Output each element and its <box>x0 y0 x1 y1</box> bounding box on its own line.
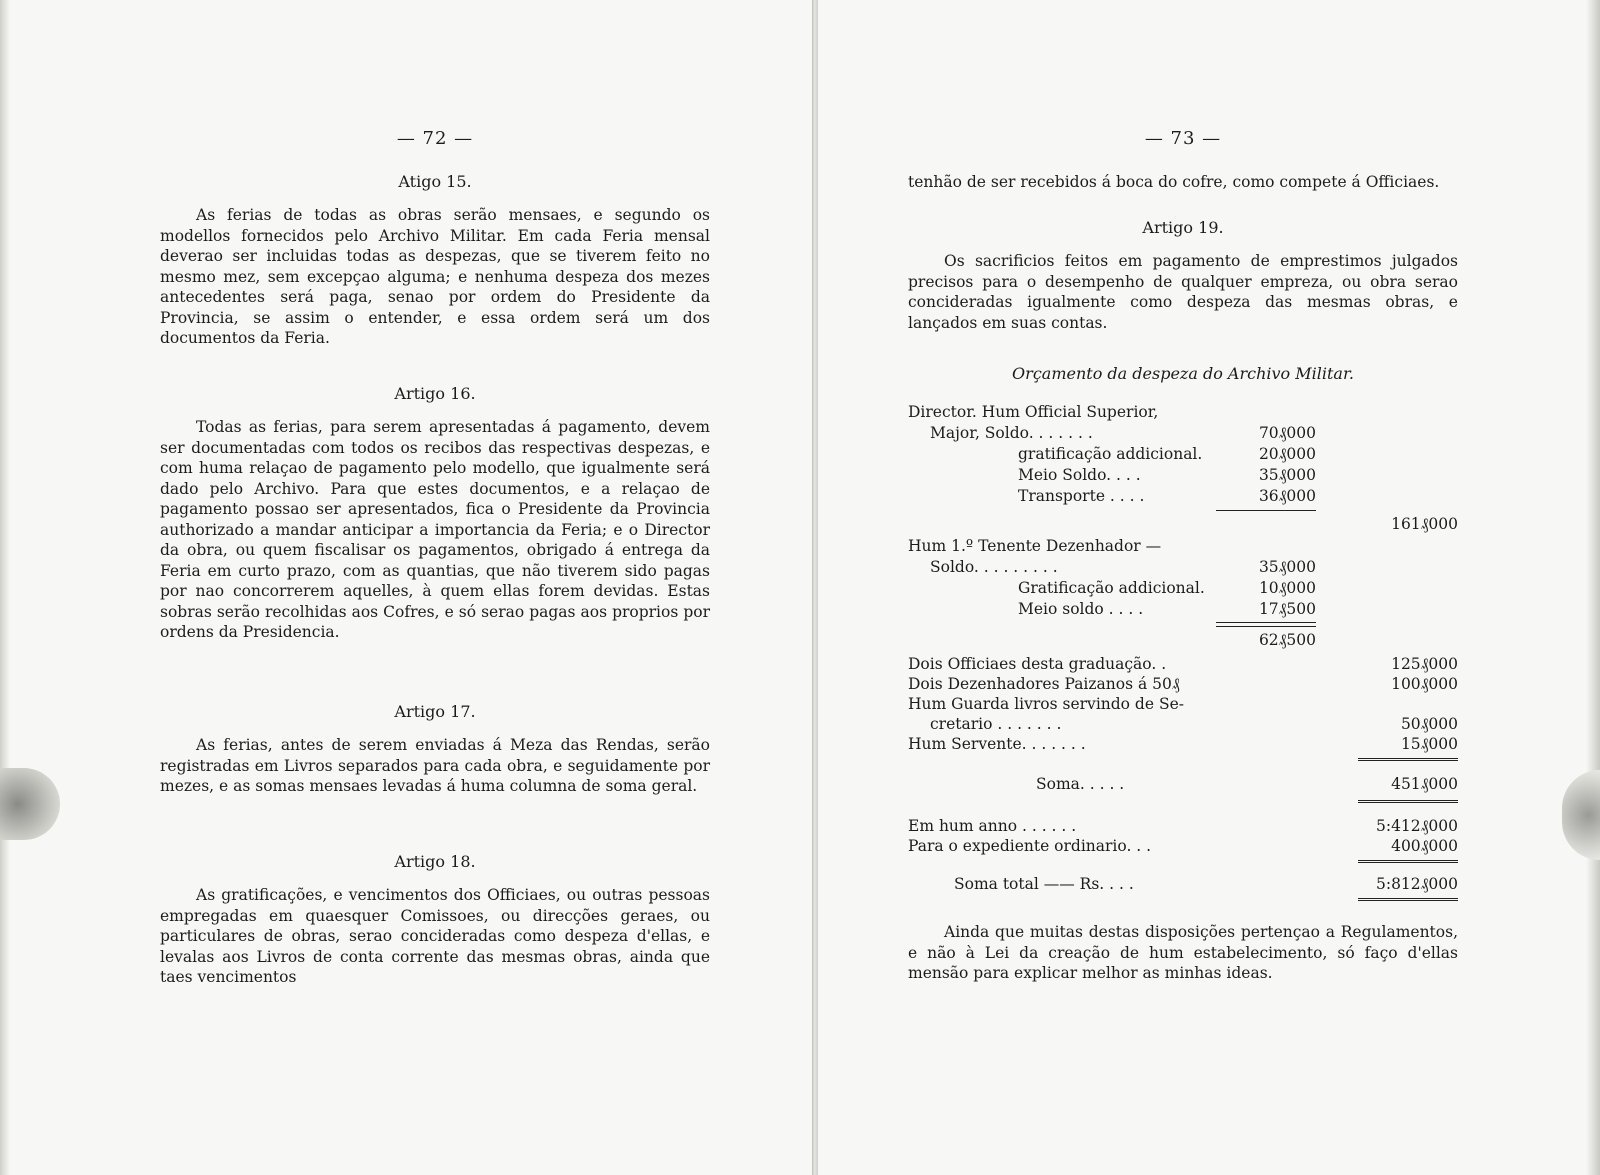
budget-row <box>908 874 1458 894</box>
budget-value: 400₰000 <box>1391 837 1458 855</box>
budget-row <box>908 694 1458 714</box>
budget-row <box>908 654 1458 674</box>
budget-label: Para o expediente ordinario. . . <box>908 837 1152 855</box>
budget-total: 451₰000 <box>1391 775 1458 793</box>
budget-row <box>908 630 1458 650</box>
budget-value: 35₰000 <box>1258 558 1316 576</box>
budget-label: gratificação addicional. <box>1018 445 1203 463</box>
budget-value: 20₰000 <box>1258 445 1316 463</box>
budget-value: 70₰000 <box>1258 424 1316 442</box>
closing-paragraph <box>908 922 1458 984</box>
article-text: As gratificações, e vencimentos dos Officiaes, ou outras pessoas empregadas em quaesquer Comissoes, ou direcções geraes, ou particulares de obras, serao concideradas como despeza d'ellas, e levalas aos Livros de conta corrente das mesmas obras, ainda que taes vencimentos <box>160 886 710 986</box>
budget-label: Major, Soldo. . . . . . . <box>930 424 1093 442</box>
budget-row <box>908 465 1458 485</box>
budget-title-wrap <box>908 364 1458 383</box>
budget-label: Hum 1.º Tenente Dezenhador — <box>908 537 1162 555</box>
budget-value: 36₰000 <box>1258 487 1316 505</box>
budget-value: 10₰000 <box>1258 579 1316 597</box>
total-rule <box>1358 800 1458 803</box>
budget-label: Hum Guarda livros servindo de Se- <box>908 695 1184 713</box>
total-rule <box>1358 758 1458 761</box>
budget-label: cretario . . . . . . . <box>930 715 1062 733</box>
budget-subtotal: 62₰500 <box>1258 631 1316 649</box>
article-title: Artigo 19. <box>1142 218 1224 237</box>
budget-label: Hum Servente. . . . . . . <box>908 735 1086 753</box>
page-number: — 72 — <box>396 128 474 149</box>
budget-label: Transporte . . . . <box>1018 487 1145 505</box>
budget-value: 35₰000 <box>1258 466 1316 484</box>
article-text: Todas as ferias, para serem apresentadas á pagamento, devem ser documentadas com todos os recibos das respectivas despezas, e com huma relaçao de pagamento pelo modello, que igualmente será dado pelo Archivo. Para que estes documentos, e a relaçao de pagamento possao ser apresentados, fica o Presidente da Provincia authorizado a mandar anticipar a importancia da Feria; e o Director da obra, ou quem fiscalisar os pagamentos, obrigado á entrega da Feria em curto prazo, com as quantias, que não tiverem sido pagas por nao concorrerem aquelles, à quem ellas forem devidas. Estas sobras serão recolhidas aos Cofres, e só serao pagas aos proprios por ordens da Presidencia. <box>160 418 710 641</box>
budget-row <box>908 816 1458 836</box>
binding-tab-right <box>1562 770 1600 860</box>
budget-value: 50₰000 <box>1400 715 1458 733</box>
subtotal-rule <box>1216 626 1316 627</box>
budget-label: Meio Soldo. . . . <box>1018 466 1141 484</box>
budget-row <box>908 774 1458 794</box>
article-title: Artigo 18. <box>394 852 476 871</box>
right-page <box>908 0 1458 1175</box>
budget-label: Gratificação addicional. <box>1018 579 1205 597</box>
article-text: Ainda que muitas destas disposições pertençao a Regulamentos, e não à Lei da creação de hum estabelecimento, só faço d'ellas mensão para explicar melhor as minhas ideas. <box>908 923 1458 982</box>
continued-text <box>908 172 1458 193</box>
budget-row <box>908 423 1458 443</box>
budget-label: Soldo. . . . . . . . . <box>930 558 1058 576</box>
budget-label: Soma. . . . . <box>1036 775 1125 793</box>
budget-title: Orçamento da despeza do Archivo Militar. <box>1012 364 1354 383</box>
budget-value: 5:412₰000 <box>1375 817 1458 835</box>
budget-label: Em hum anno . . . . . . <box>908 817 1077 835</box>
budget-row <box>908 444 1458 464</box>
budget-row <box>908 599 1458 619</box>
budget-row <box>908 514 1458 534</box>
article-title: Artigo 16. <box>394 384 476 403</box>
article-title: Atigo 15. <box>398 172 472 191</box>
subtotal-rule <box>1216 622 1316 623</box>
budget-row <box>908 674 1458 694</box>
left-page <box>160 0 710 1175</box>
budget-subtotal: 161₰000 <box>1391 515 1458 533</box>
budget-row <box>908 536 1458 556</box>
budget-label: Meio soldo . . . . <box>1018 600 1144 618</box>
budget-row <box>908 714 1458 734</box>
total-rule <box>1358 860 1458 863</box>
budget-grand-total: 5:812₰000 <box>1375 875 1458 893</box>
budget-label: Dois Officiaes desta graduação. . <box>908 655 1167 673</box>
budget-value: 15₰000 <box>1400 735 1458 753</box>
article-18 <box>160 852 710 988</box>
article-19 <box>908 218 1458 333</box>
article-text: Os sacrificios feitos em pagamento de emprestimos julgados precisos para o desempenho de qualquer empreza, ou obra serao concideradas igualmente como despeza das mesmas obras, e lançados em suas contas. <box>908 252 1458 332</box>
budget-label: Soma total —— Rs. . . . <box>954 875 1134 893</box>
article-16 <box>160 384 710 643</box>
budget-row <box>908 486 1458 506</box>
subtotal-rule <box>1216 510 1316 511</box>
budget-row <box>908 402 1458 422</box>
budget-row <box>908 578 1458 598</box>
page-number: — 73 — <box>1144 128 1222 149</box>
budget-label: Dois Dezenhadores Paizanos á 50₰ <box>908 675 1180 693</box>
budget-row <box>908 734 1458 754</box>
article-text: As ferias, antes de serem enviadas á Meza das Rendas, serão registradas em Livros separados para cada obra, e seguidamente por mezes, e as somas mensaes levadas á huma columna de soma geral. <box>160 736 710 795</box>
budget-label: Director. Hum Official Superior, <box>908 403 1159 421</box>
article-text: tenhão de ser recebidos á boca do cofre, como compete á Officiaes. <box>908 173 1440 191</box>
total-rule <box>1358 898 1458 901</box>
budget-value: 17₰500 <box>1258 600 1316 618</box>
article-text: As ferias de todas as obras serão mensaes, e segundo os modellos fornecidos pelo Archivo Militar. Em cada Feria mensal deverao ser incluidas todas as despezas, que se tiverem feito no mesmo mez, sem excepçao alguma; e nenhuma despeza dos mezes antecedentes será paga, senao por ordem do Presidente da Provincia, se assim o entender, e essa ordem será um dos documentos da Feria. <box>160 206 710 347</box>
article-15 <box>160 172 710 349</box>
article-title: Artigo 17. <box>394 702 476 721</box>
binding-tab-left <box>0 768 60 840</box>
budget-row <box>908 557 1458 577</box>
page-edge-left <box>0 0 10 1175</box>
book-gutter <box>812 0 818 1175</box>
page-edge-right <box>1586 0 1600 1175</box>
budget-value: 125₰000 <box>1391 655 1458 673</box>
article-17 <box>160 702 710 797</box>
budget-value: 100₰000 <box>1391 675 1458 693</box>
budget-row <box>908 836 1458 856</box>
